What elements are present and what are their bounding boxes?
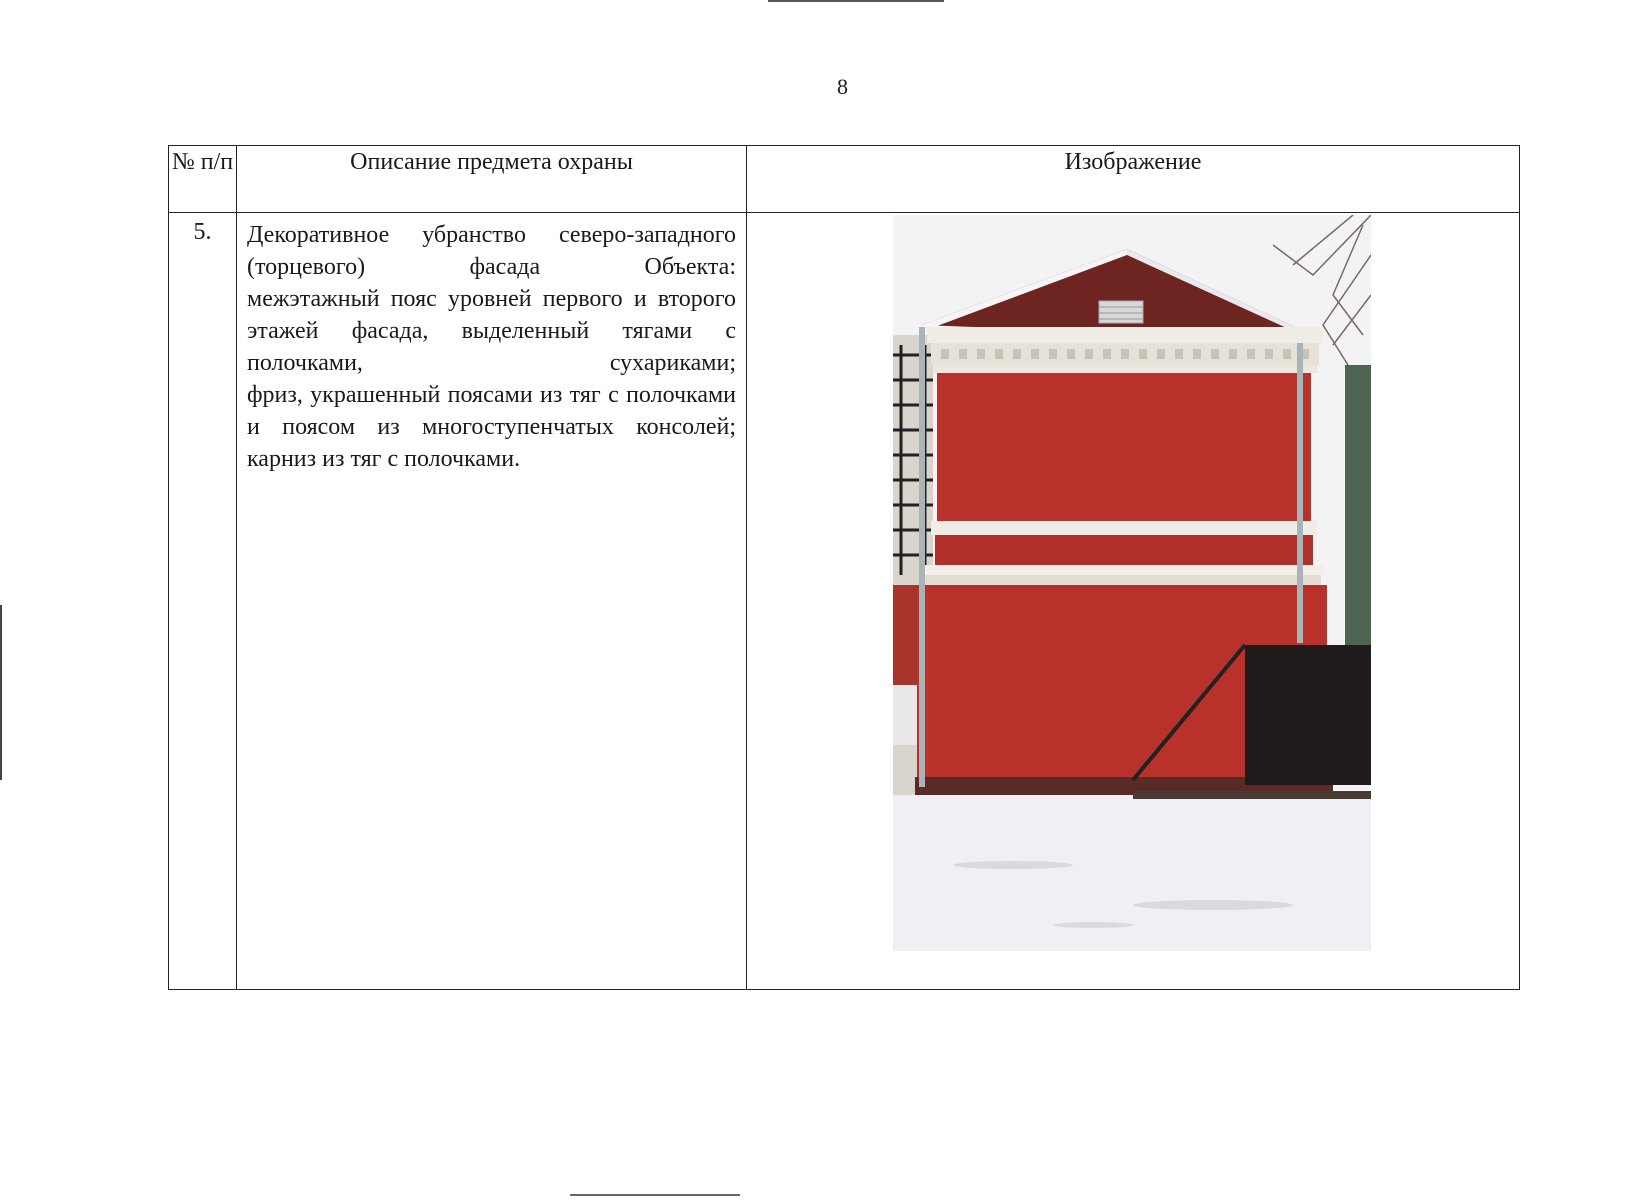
description-line: фриз, украшенный поясами из тяг с полочками и поясом из многоступенчатых консолей; — [247, 382, 736, 440]
table-row — [169, 213, 1520, 990]
row-number: 5. — [169, 213, 237, 990]
facade-photo — [893, 215, 1371, 951]
header-description: Описание предмета охраны — [237, 146, 747, 213]
description-line: Декоративное убранство северо-западного (торцевого) фасада Объекта: — [247, 222, 736, 280]
header-num: № п/п — [169, 146, 237, 213]
header-image: Изображение — [747, 146, 1520, 213]
page-number: 8 — [837, 74, 848, 99]
row-description — [237, 213, 747, 990]
protection-subject-table — [168, 145, 1520, 990]
table-header-row — [169, 146, 1520, 213]
row-image-cell — [747, 213, 1520, 990]
scan-edge-top — [768, 0, 944, 2]
description-line: межэтажный пояс уровней первого и второго этажей фасада, выделенный тягами с полочками, сухариками; — [247, 286, 736, 376]
description-line: карниз из тяг с полочками. — [247, 446, 521, 472]
scan-edge-left — [0, 605, 2, 780]
scan-edge-bottom — [570, 1194, 740, 1196]
